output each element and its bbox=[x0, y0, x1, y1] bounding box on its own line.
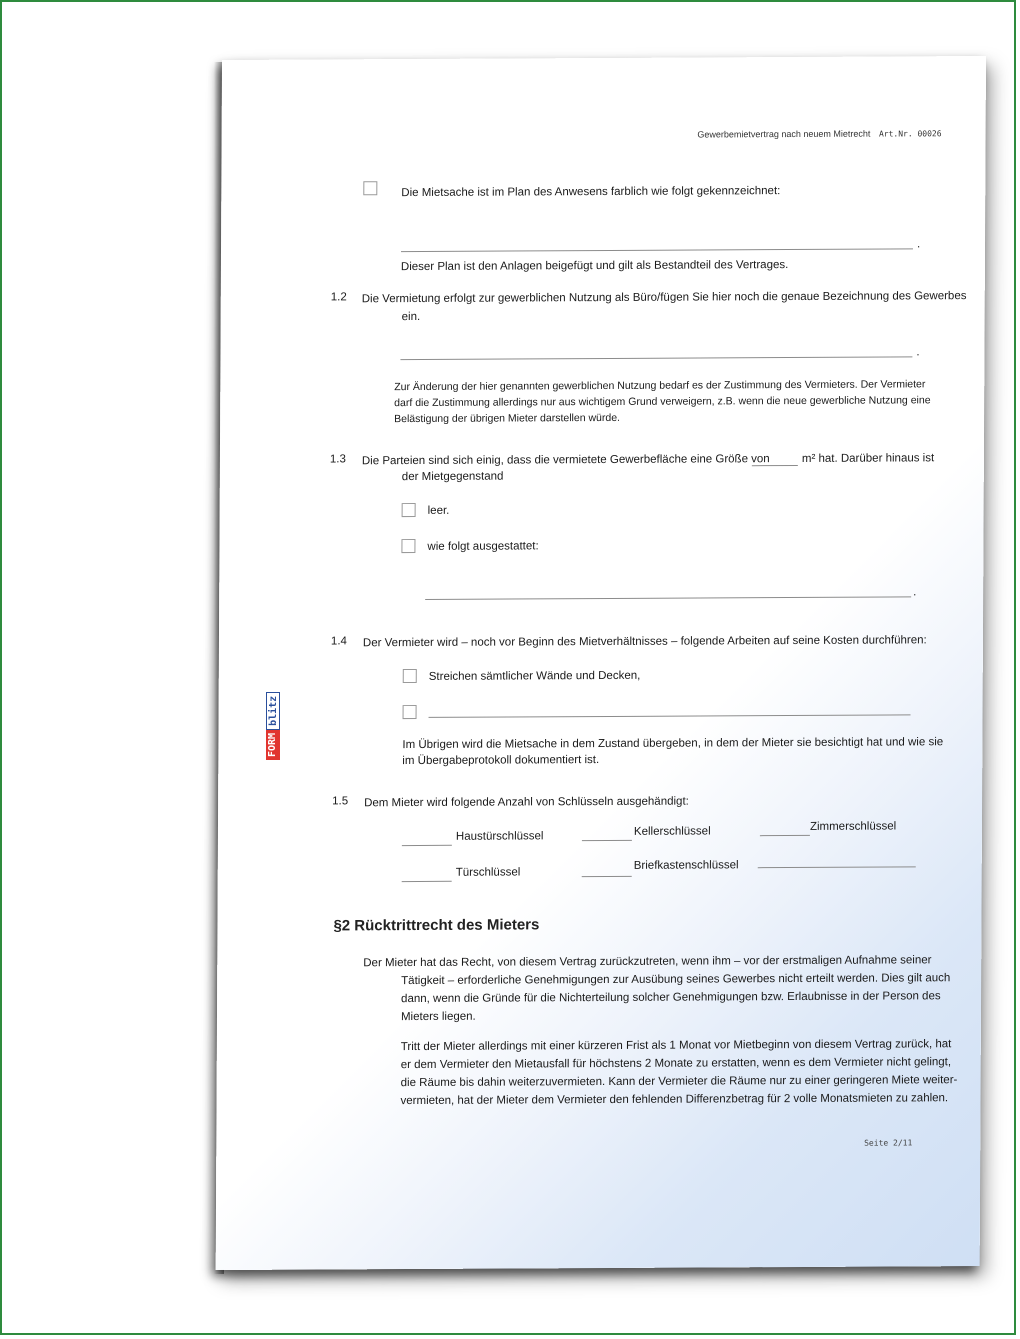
usage-note-1: Zur Änderung der hier genannten gewerblichen Nutzung bedarf es der Zustimmung des Vermieters. Der Vermieter bbox=[394, 378, 926, 394]
withdrawal-p2-3: die Räume bis dahin weiterzuvermieten. Kann der Vermieter die Räume nur zu einer geringeren Miete weiter- bbox=[400, 1074, 958, 1090]
condition-note-2: im Übergabeprotokoll dokumentiert ist. bbox=[402, 754, 600, 768]
paint-checkbox[interactable] bbox=[403, 669, 417, 683]
area-text-cont: der Mietgegenstand bbox=[401, 470, 504, 484]
withdrawal-p2-4: vermieten, hat der Mieter dem Vermieter den fehlenden Differenzbetrag für 2 volle Monatsmieten zu zahlen. bbox=[400, 1092, 949, 1108]
period: . bbox=[913, 586, 917, 599]
key-label: Türschlüssel bbox=[455, 866, 521, 879]
key-label: Kellerschlüssel bbox=[633, 825, 711, 838]
key-count-field[interactable] bbox=[760, 835, 810, 836]
header-title: Gewerbemietvertrag nach neuem Mietrecht bbox=[697, 128, 871, 140]
logo-blitz: blitz bbox=[266, 692, 280, 730]
key-count-field[interactable] bbox=[402, 881, 452, 882]
withdrawal-p2-1: Tritt der Mieter allerdings mit einer kürzeren Frist als 1 Monat vor Mietbeginn von diesem Vertrag zurück, hat bbox=[400, 1038, 952, 1054]
article-number: Art.Nr. 00026 bbox=[878, 129, 942, 139]
key-count-field[interactable] bbox=[402, 845, 452, 846]
other-work-checkbox[interactable] bbox=[403, 705, 417, 719]
condition-note-1: Im Übrigen wird die Mietsache in dem Zustand übergeben, in dem der Mieter sie besichtigt hat und wie sie bbox=[402, 736, 944, 752]
formblitz-logo bbox=[266, 666, 280, 760]
plan-checkbox[interactable] bbox=[363, 181, 377, 195]
usage-text: Die Vermietung erfolgt zur gewerblichen Nutzung als Büro/fügen Sie hier noch die genaue Bezeichnung des Gewerbes bbox=[361, 290, 967, 306]
usage-field[interactable] bbox=[400, 356, 912, 360]
plan-note: Dieser Plan ist den Anlagen beigefügt und gilt als Bestandteil des Vertrages. bbox=[400, 259, 789, 274]
page-number: Seite 2/11 bbox=[864, 1138, 913, 1148]
key-label: Zimmerschlüssel bbox=[809, 820, 897, 833]
plan-color-field[interactable] bbox=[401, 248, 913, 252]
withdrawal-p1-3: dann, wenn die Gründe für die Nichterteilung solcher Genehmigungen bzw. Erlaubnisse in der Person des bbox=[401, 990, 941, 1006]
period: . bbox=[916, 346, 920, 359]
section-number: 1.4 bbox=[330, 635, 347, 648]
keys-text: Dem Mieter wird folgende Anzahl von Schlüsseln ausgehändigt: bbox=[364, 795, 689, 810]
withdrawal-p1-2: Tätigkeit – erforderliche Genehmigungen zur Ausübung seines Gewerbes nicht erteilt werden. Dies gilt auch bbox=[401, 972, 951, 988]
works-text: Der Vermieter wird – noch vor Beginn des Mietverhältnisses – folgende Arbeiten auf seine Kosten durchführen: bbox=[362, 634, 927, 650]
area-text: Die Parteien sind sich einig, dass die vermietete Gewerbefläche eine Größe von bbox=[361, 453, 770, 468]
area-text-b: m² hat. Darüber hinaus ist bbox=[801, 452, 935, 465]
section-number: 1.3 bbox=[329, 453, 346, 466]
plan-text: Die Mietsache ist im Plan des Anwesens farblich wie folgt gekennzeichnet: bbox=[401, 185, 781, 200]
key-count-field[interactable] bbox=[582, 876, 632, 877]
period: . bbox=[916, 238, 921, 251]
area-size-field[interactable] bbox=[752, 465, 798, 466]
page-header bbox=[697, 128, 941, 139]
empty-checkbox[interactable] bbox=[402, 503, 416, 517]
withdrawal-p2-2: er dem Vermieter den Mietausfall für höchstens 2 Monate zu erstatten, wenn es dem Vermieter nicht gelingt, bbox=[400, 1056, 952, 1072]
section-number: 1.5 bbox=[332, 795, 349, 808]
equipped-checkbox[interactable] bbox=[401, 539, 415, 553]
section-number: 1.2 bbox=[330, 291, 347, 304]
paint-label: Streichen sämtlicher Wände und Decken, bbox=[428, 669, 641, 683]
withdrawal-p1-1: Der Mieter hat das Recht, von diesem Vertrag zurückzutreten, wenn ihm – vor der erstmaligen Aufnahme seiner bbox=[363, 954, 932, 970]
equipped-label: wie folgt ausgestattet: bbox=[427, 540, 539, 553]
equipment-field[interactable] bbox=[425, 596, 911, 600]
usage-note-3: Belästigung der übrigen Mieter darstellen würde. bbox=[394, 411, 621, 426]
key-extra-field[interactable] bbox=[758, 866, 916, 868]
key-label: Briefkastenschlüssel bbox=[633, 859, 739, 872]
key-count-field[interactable] bbox=[582, 840, 632, 841]
usage-note-2: darf die Zustimmung allerdings nur aus wichtigem Grund verweigern, z.B. wenn die neue gewerbliche Nutzung eine bbox=[394, 394, 931, 410]
empty-label: leer. bbox=[427, 504, 450, 517]
withdrawal-p1-4: Mieters liegen. bbox=[400, 1010, 476, 1024]
section-heading: §2 Rücktrittrecht des Mieters bbox=[333, 916, 540, 935]
logo-form: FORM bbox=[266, 730, 280, 760]
usage-text-cont: ein. bbox=[401, 310, 421, 324]
other-work-field[interactable] bbox=[429, 714, 911, 718]
key-label: Haustürschlüssel bbox=[455, 830, 544, 843]
document-page bbox=[216, 56, 986, 1270]
